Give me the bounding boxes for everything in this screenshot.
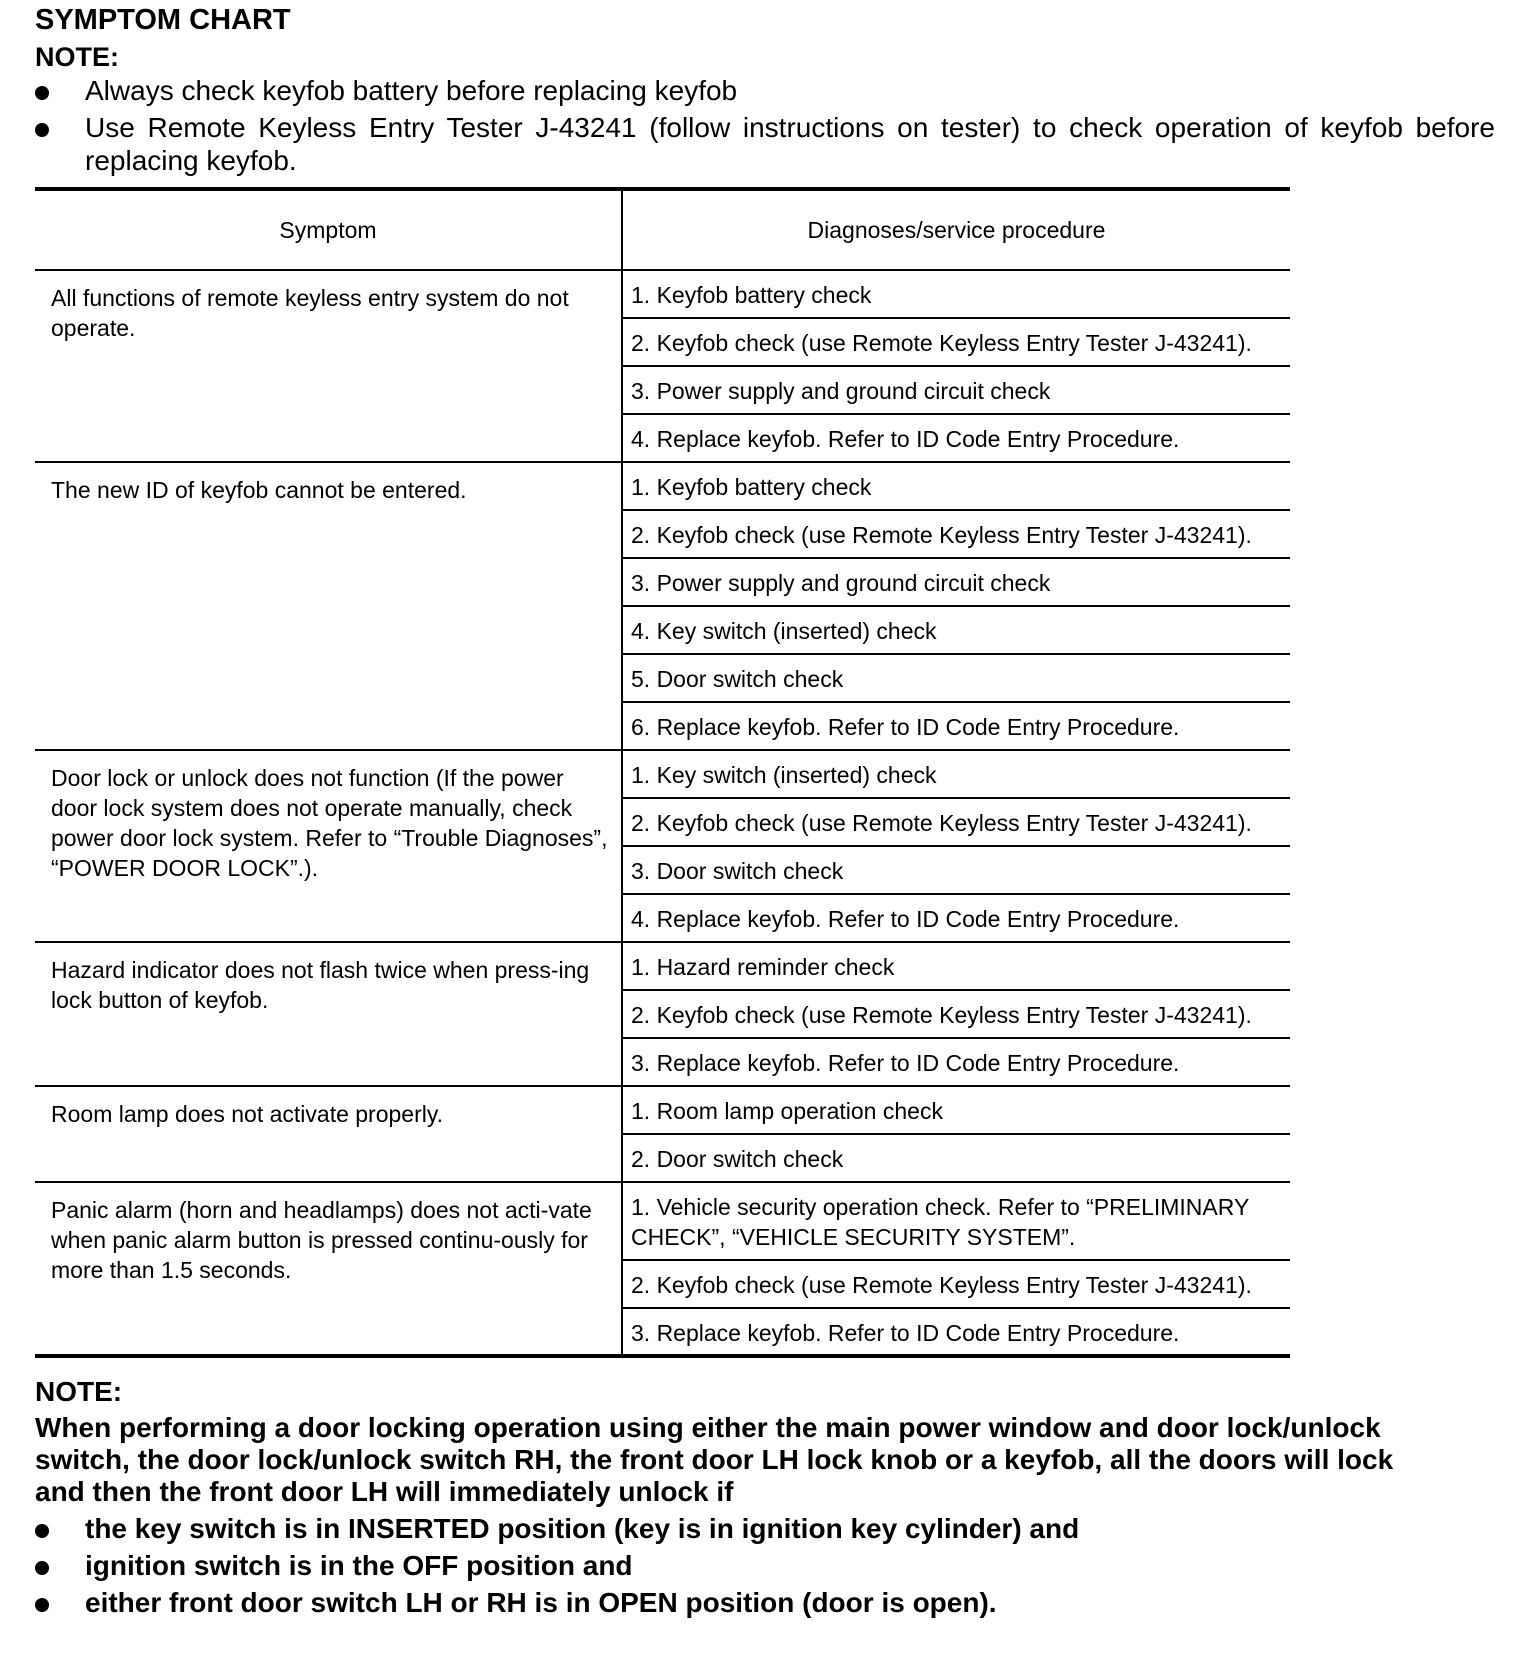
bullet-icon (35, 1561, 49, 1575)
top-note (35, 40, 1495, 177)
procedure-cell: 3. Replace keyfob. Refer to ID Code Entry Procedure. (631, 1319, 1180, 1346)
bullet-icon (35, 1598, 49, 1612)
top-note-list (35, 74, 1495, 177)
procedure-cell: 1. Room lamp operation check (622, 1086, 1290, 1134)
procedure-cell: 3. Replace keyfob. Refer to ID Code Entry Procedure. (622, 1038, 1290, 1086)
procedure-cell: 4. Key switch (inserted) check (622, 606, 1290, 654)
symptom-cell: Room lamp does not activate properly. (35, 1086, 622, 1182)
procedure-cell: 1. Hazard reminder check (622, 942, 1290, 990)
procedure-cell: 1. Key switch (inserted) check (622, 750, 1290, 798)
symptom-cell: Door lock or unlock does not function (If the power door lock system does not operate manually, check power door lock system. Refer to “Trouble Diagnoses”, “POWER DOOR LOCK”.). (35, 750, 622, 942)
bottom-note-item-text: ignition switch is in the OFF position and (85, 1550, 633, 1581)
top-note-heading: NOTE: (35, 42, 119, 72)
symptom-cell: Panic alarm (horn and headlamps) does not acti-vate when panic alarm button is pressed continu-ously for more than 1.5 seconds. (35, 1182, 622, 1356)
table-row (35, 1086, 1290, 1134)
bottom-note-item-text: the key switch is in INSERTED position (key is in ignition key cylinder) and (85, 1513, 1080, 1544)
bottom-note-item-text: either front door switch LH or RH is in OPEN position (door is open). (85, 1587, 997, 1618)
procedure-cell: 2. Keyfob check (use Remote Keyless Entry Tester J-43241). (622, 510, 1290, 558)
symptom-table (35, 187, 1290, 1358)
procedure-cell: 2. Keyfob check (use Remote Keyless Entry Tester J-43241). (622, 318, 1290, 366)
procedure-cell: 1. Vehicle security operation check. Refer to “PRELIMINARY CHECK”, “VEHICLE SECURITY SYSTEM”. (622, 1182, 1290, 1260)
symptom-cell: The new ID of keyfob cannot be entered. (35, 462, 622, 750)
procedure-cell: 1. Keyfob battery check (622, 462, 1290, 510)
bottom-note (35, 1376, 1455, 1619)
bottom-note-text: When performing a door locking operation using either the main power window and door lock/unlock switch, the door lock/unlock switch RH, the front door LH lock knob or a keyfob, all the doors will lock and then the front door LH will immediately unlock if (35, 1412, 1394, 1507)
procedure-cell: 2. Keyfob check (use Remote Keyless Entry Tester J-43241). (622, 990, 1290, 1038)
top-note-text: Always check keyfob battery before replacing keyfob (85, 75, 738, 106)
top-note-item (35, 111, 1495, 177)
bottom-note-item (35, 1512, 1455, 1545)
bottom-note-heading: NOTE: (35, 1376, 123, 1407)
document-page (35, 0, 1495, 1623)
procedure-cell: 2. Keyfob check (use Remote Keyless Entry Tester J-43241). (622, 1260, 1290, 1308)
bottom-note-item (35, 1586, 1455, 1619)
header-procedure: Diagnoses/service procedure (622, 189, 1290, 270)
procedure-cell: 4. Replace keyfob. Refer to ID Code Entry Procedure. (622, 414, 1290, 462)
page-title: SYMPTOM CHART (35, 4, 291, 36)
procedure-cell: 1. Keyfob battery check (622, 270, 1290, 318)
bottom-note-list (35, 1512, 1455, 1619)
table-row (35, 270, 1290, 318)
procedure-cell: 4. Replace keyfob. Refer to ID Code Entry Procedure. (622, 894, 1290, 942)
procedure-cell: 3. Power supply and ground circuit check (622, 366, 1290, 414)
table-row (35, 750, 1290, 798)
table-header-row (35, 189, 1290, 270)
symptom-cell: Hazard indicator does not flash twice when press-ing lock button of keyfob. (35, 942, 622, 1086)
procedure-cell: 2. Keyfob check (use Remote Keyless Entry Tester J-43241). (622, 798, 1290, 846)
top-note-item (35, 74, 1495, 107)
procedure-cell: 6. Replace keyfob. Refer to ID Code Entry Procedure. (622, 702, 1290, 750)
bullet-icon (35, 86, 49, 100)
table-row (35, 462, 1290, 510)
top-note-text: Use Remote Keyless Entry Tester J-43241 (follow instructions on tester) to check operation of keyfob before replacing keyfob. (85, 112, 1495, 176)
bottom-note-item (35, 1549, 1455, 1582)
table-row (35, 1182, 1290, 1260)
bullet-icon (35, 123, 49, 137)
symptom-cell: All functions of remote keyless entry system do not operate. (35, 270, 622, 462)
bullet-icon (35, 1524, 49, 1538)
table-row (35, 942, 1290, 990)
procedure-cell: 3. Door switch check (622, 846, 1290, 894)
procedure-cell: 2. Door switch check (622, 1134, 1290, 1182)
header-symptom: Symptom (35, 189, 622, 270)
procedure-cell: 5. Door switch check (622, 654, 1290, 702)
procedure-cell: 3. Power supply and ground circuit check (622, 558, 1290, 606)
